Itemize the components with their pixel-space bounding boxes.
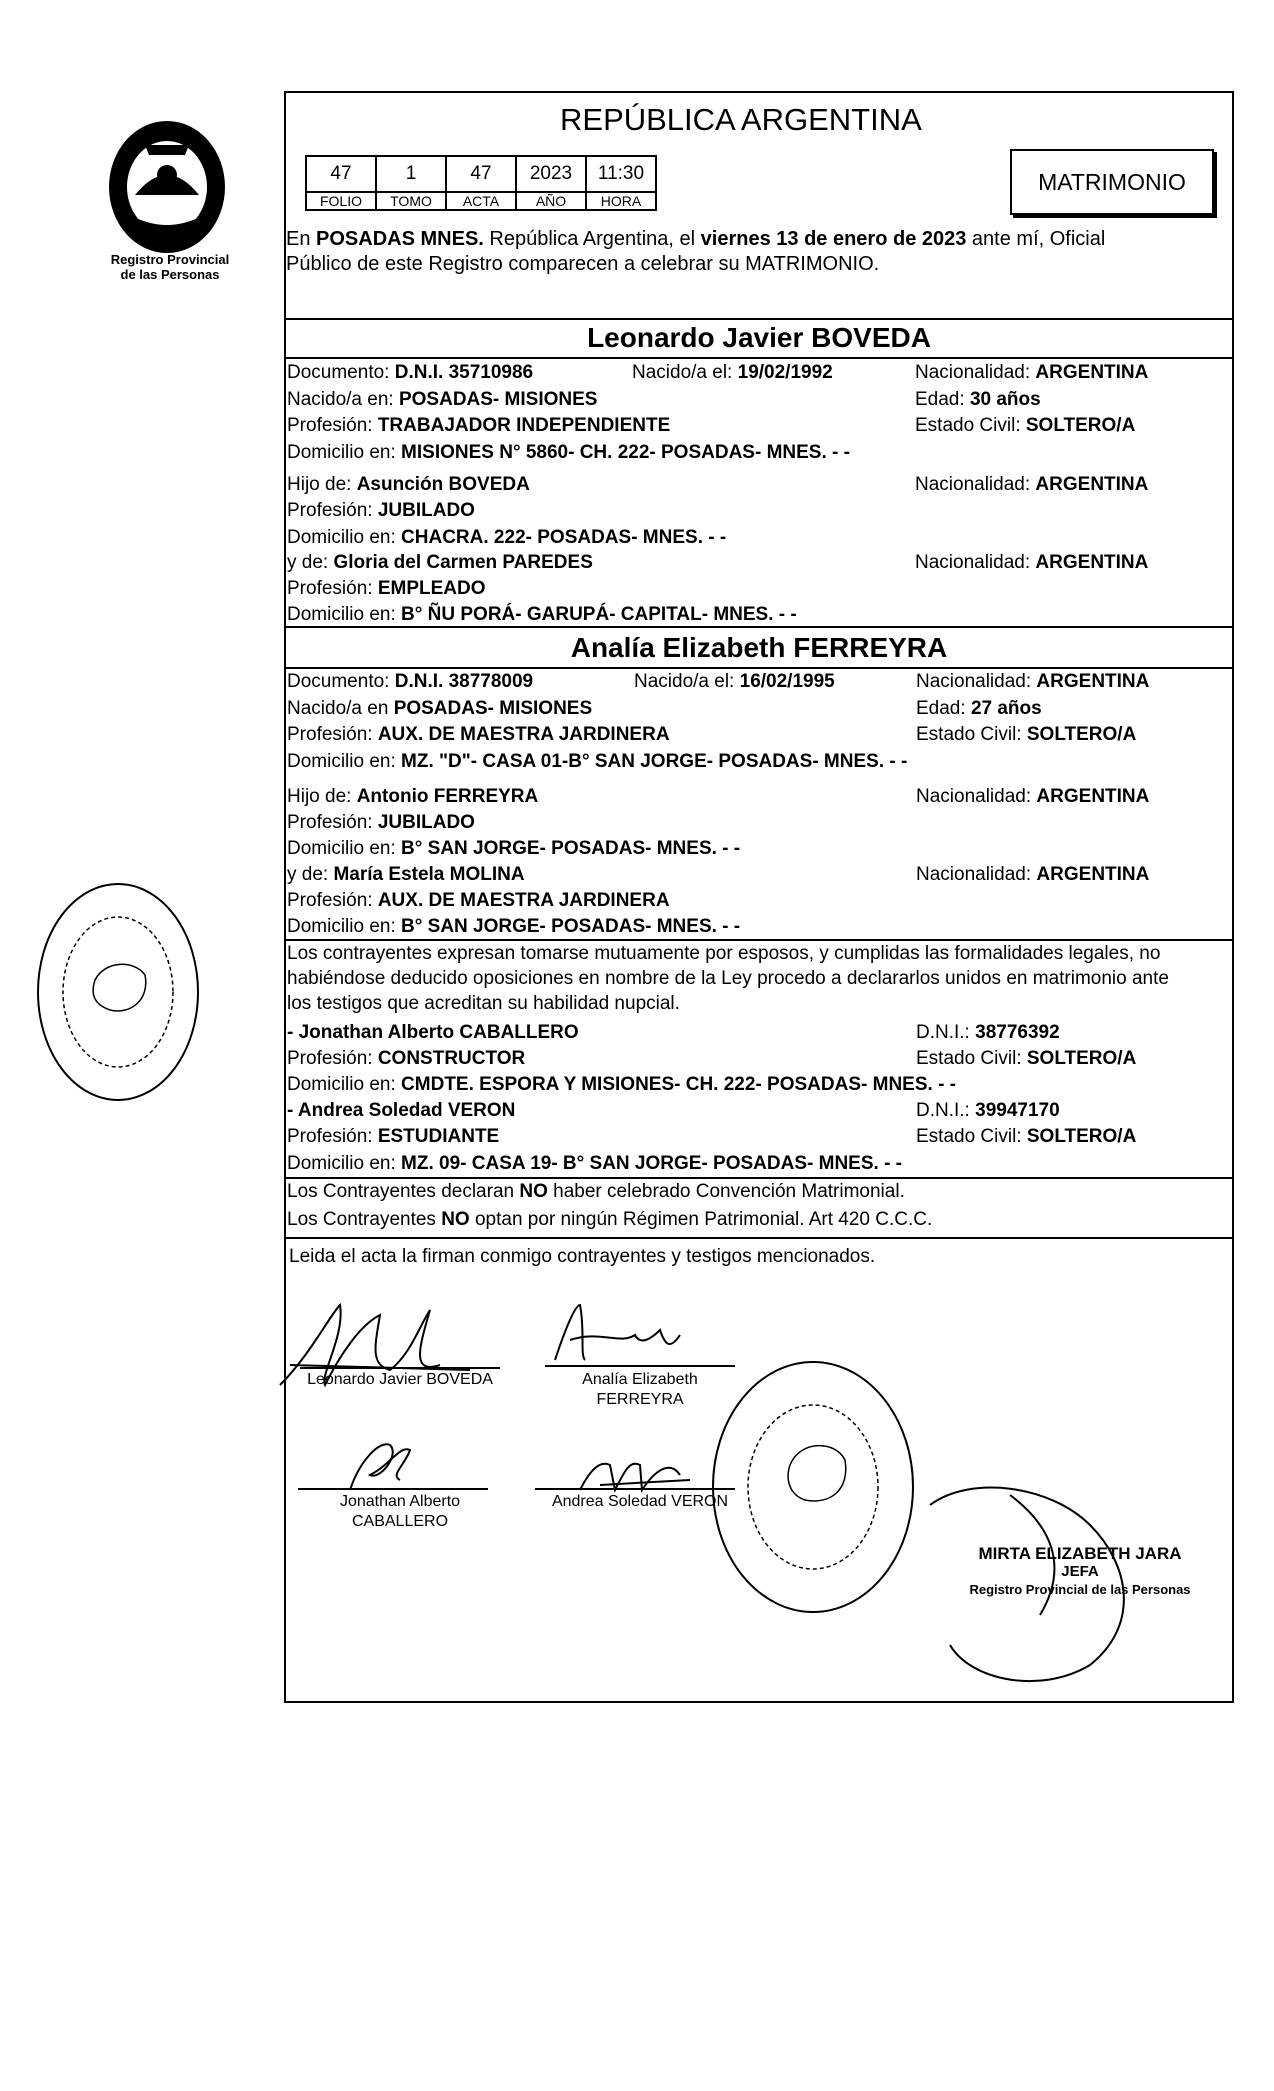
spouse1-father: Hijo de: Asunción BOVEDA (287, 474, 530, 495)
witness2-civil-status: Estado Civil: SOLTERO/A (916, 1126, 1137, 1147)
divider (284, 1237, 1234, 1239)
spouse1-profession: Profesión: TRABAJADOR INDEPENDIENTE (287, 415, 671, 436)
spouse1-nationality: Nacionalidad: ARGENTINA (915, 362, 1149, 383)
divider (284, 626, 1234, 628)
spouse1-father-address: Domicilio en: CHACRA. 222- POSADAS- MNES. - - (287, 527, 727, 548)
spouse1-mother-profession: Profesión: EMPLEADO (287, 578, 486, 599)
spouse1-father-profession: Profesión: JUBILADO (287, 500, 475, 521)
spouse2-address: Domicilio en: MZ. "D"- CASA 01-B° SAN JORGE- POSADAS- MNES. - - (287, 751, 908, 772)
right-rubber-stamp (705, 1355, 920, 1620)
intro-line-2: Público de este Registro comparecen a celebrar su MATRIMONIO. (286, 253, 880, 275)
divider (284, 939, 1234, 941)
hora-value: 11:30 (586, 156, 656, 192)
divider (284, 357, 1234, 359)
signature-label-veron: Andrea Soledad VERON (551, 1493, 729, 1510)
anio-label: AÑO (516, 192, 586, 210)
official-stamp (960, 1545, 1200, 1599)
folio-value: 47 (306, 156, 376, 192)
declaration-line-2: habiéndose deducido oposiciones en nombre de la Ley procedo a declararlos unidos en matrimonio ante (287, 968, 1169, 989)
spouse2-name: Analía Elizabeth FERREYRA (570, 632, 948, 663)
spouse2-birthdate: Nacido/a el: 16/02/1995 (634, 671, 835, 692)
spouse1-mother-address: Domicilio en: B° ÑU PORÁ- GARUPÁ- CAPITAL- MNES. - - (287, 604, 797, 625)
witness1-civil-status: Estado Civil: SOLTERO/A (916, 1048, 1137, 1069)
spouse2-age: Edad: 27 años (916, 698, 1042, 719)
spouse2-profession: Profesión: AUX. DE MAESTRA JARDINERA (287, 724, 670, 745)
hora-label: HORA (586, 192, 656, 210)
spouse1-civil-status: Estado Civil: SOLTERO/A (915, 415, 1136, 436)
intro-line-1: En POSADAS MNES. República Argentina, el viernes 13 de enero de 2023 ante mí, Oficial (286, 228, 1106, 250)
witness1-dni: D.N.I.: 38776392 (916, 1022, 1060, 1043)
divider (284, 667, 1234, 669)
spouse2-father: Hijo de: Antonio FERREYRA (287, 786, 539, 807)
spouse2-father-nationality: Nacionalidad: ARGENTINA (916, 786, 1150, 807)
spouse2-document: Documento: D.N.I. 38778009 (287, 671, 534, 692)
spouse1-age: Edad: 30 años (915, 389, 1041, 410)
official-agency: Registro Provincial de las Personas (969, 1582, 1191, 1597)
spouse2-father-address: Domicilio en: B° SAN JORGE- POSADAS- MNES. - - (287, 838, 741, 859)
divider (284, 318, 1234, 320)
document-title: REPÚBLICA ARGENTINA (560, 102, 922, 137)
witness2-address: Domicilio en: MZ. 09- CASA 19- B° SAN JORGE- POSADAS- MNES. - - (287, 1153, 902, 1174)
signature-label-boveda: Leonardo Javier BOVEDA (307, 1371, 493, 1388)
closing-text: Leida el acta la firman conmigo contrayentes y testigos mencionados. (289, 1246, 876, 1267)
signature-label-caballero: Jonathan Alberto CABALLERO (339, 1493, 461, 1530)
province-seal-logo (105, 115, 230, 255)
signature-scribble-veron (570, 1440, 710, 1500)
folio-label: FOLIO (306, 192, 376, 210)
agency-name: Registro Provincial de las Personas (110, 252, 230, 282)
declaration-line-1: Los contrayentes expresan tomarse mutuamente por esposos, y cumplidas las formalidades legales, no (287, 943, 1161, 964)
tomo-value: 1 (376, 156, 446, 192)
spouse1-name: Leonardo Javier BOVEDA (587, 322, 931, 353)
spouse1-document: Documento: D.N.I. 35710986 (287, 362, 534, 383)
act-type-box: MATRIMONIO (1010, 149, 1214, 215)
spouse1-mother: y de: Gloria del Carmen PAREDES (287, 552, 593, 573)
spouse2-father-profession: Profesión: JUBILADO (287, 812, 475, 833)
witness1-profession: Profesión: CONSTRUCTOR (287, 1048, 526, 1069)
witness1-address: Domicilio en: CMDTE. ESPORA Y MISIONES- CH. 222- POSADAS- MNES. - - (287, 1074, 956, 1095)
registry-table (305, 155, 657, 211)
signature-line (298, 1488, 488, 1490)
spouse2-mother-profession: Profesión: AUX. DE MAESTRA JARDINERA (287, 890, 670, 911)
spouse2-civil-status: Estado Civil: SOLTERO/A (916, 724, 1137, 745)
spouse1-mother-nationality: Nacionalidad: ARGENTINA (915, 552, 1149, 573)
spouse2-mother-nationality: Nacionalidad: ARGENTINA (916, 864, 1150, 885)
left-rubber-stamp (30, 875, 205, 1110)
witness2-name: - Andrea Soledad VERON (287, 1100, 516, 1121)
spouse2-mother-address: Domicilio en: B° SAN JORGE- POSADAS- MNES. - - (287, 916, 741, 937)
acta-value: 47 (446, 156, 516, 192)
anio-value: 2023 (516, 156, 586, 192)
official-name: MIRTA ELIZABETH JARA (978, 1544, 1182, 1563)
official-role: JEFA (1061, 1563, 1099, 1580)
regime-line-2: Los Contrayentes NO optan por ningún Régimen Patrimonial. Art 420 C.C.C. (287, 1209, 933, 1230)
acta-label: ACTA (446, 192, 516, 210)
witness1-name: - Jonathan Alberto CABALLERO (287, 1022, 579, 1043)
signature-label-ferreyra: Analía Elizabeth FERREYRA (582, 1371, 698, 1408)
spouse2-mother: y de: María Estela MOLINA (287, 864, 525, 885)
spouse2-birthplace: Nacido/a en POSADAS- MISIONES (287, 698, 593, 719)
spouse1-birthdate: Nacido/a el: 19/02/1992 (632, 362, 833, 383)
spouse1-address: Domicilio en: MISIONES N° 5860- CH. 222- POSADAS- MNES. - - (287, 442, 850, 463)
declaration-line-3: los testigos que acreditan su habilidad nupcial. (287, 993, 680, 1014)
tomo-label: TOMO (376, 192, 446, 210)
witness2-dni: D.N.I.: 39947170 (916, 1100, 1060, 1121)
spouse2-nationality: Nacionalidad: ARGENTINA (916, 671, 1150, 692)
witness2-profession: Profesión: ESTUDIANTE (287, 1126, 500, 1147)
spouse1-father-nationality: Nacionalidad: ARGENTINA (915, 474, 1149, 495)
divider (284, 1177, 1234, 1179)
signature-line (300, 1367, 500, 1369)
regime-line-1: Los Contrayentes declaran NO haber celebrado Convención Matrimonial. (287, 1181, 905, 1202)
spouse1-birthplace: Nacido/a en: POSADAS- MISIONES (287, 389, 598, 410)
